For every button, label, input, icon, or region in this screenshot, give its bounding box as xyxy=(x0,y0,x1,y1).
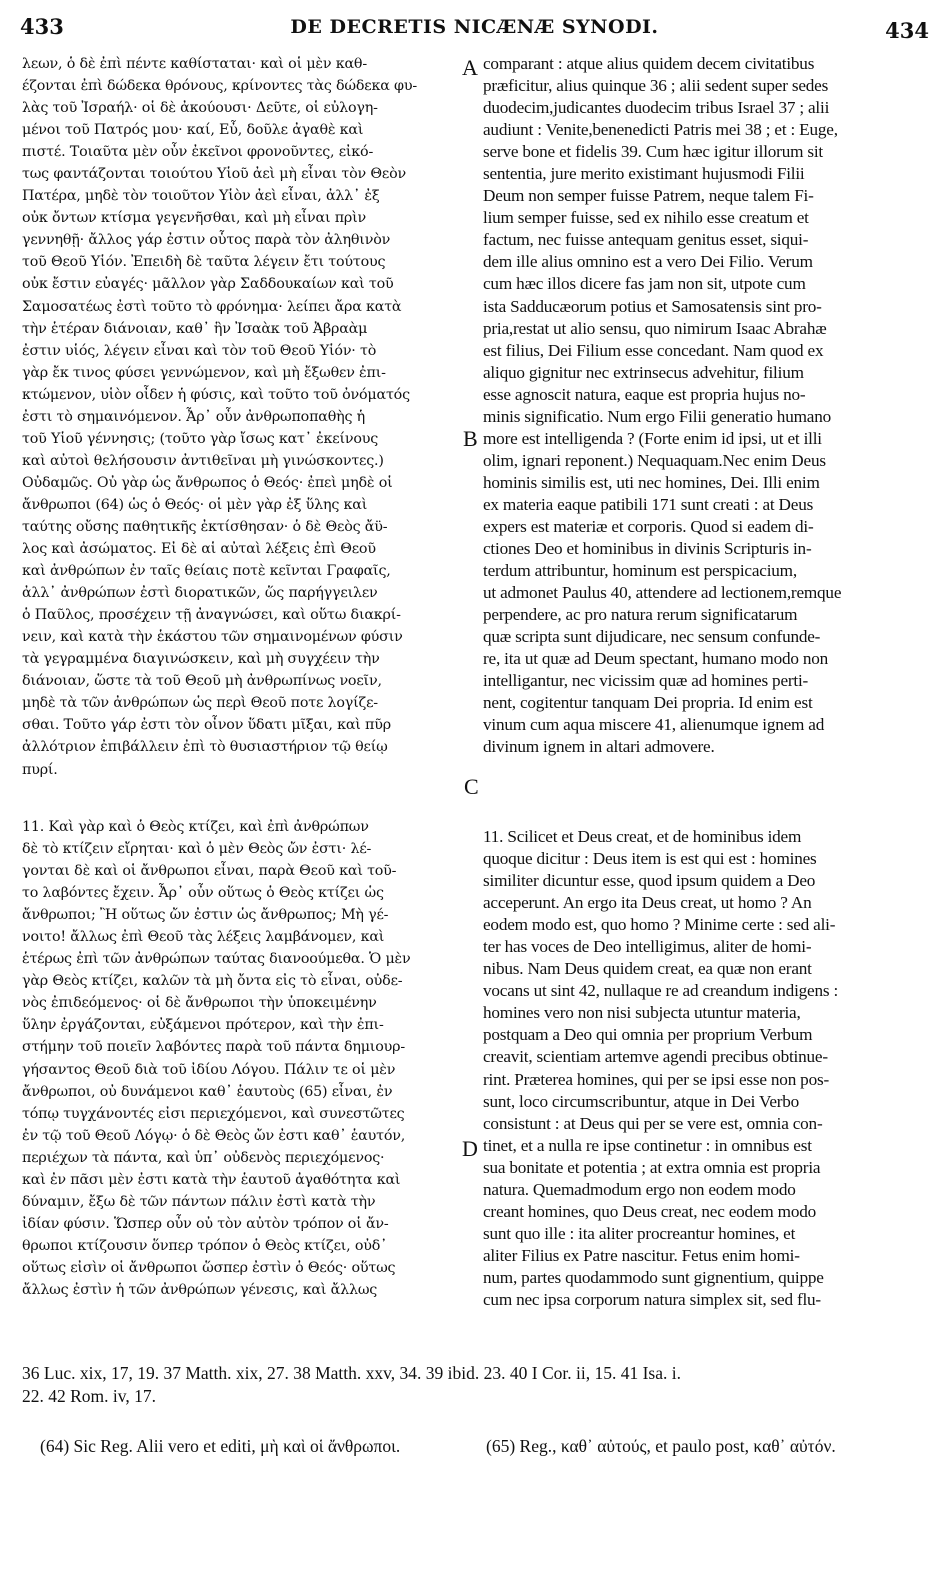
greek-column-part-1 xyxy=(22,53,455,781)
latin-column-part-2 xyxy=(483,826,921,1311)
text-line: consistunt : at Deus qui per se vere est, omnia con- xyxy=(483,1113,823,1133)
text-line: cum nec ipsa corporum natura simplex sit, sed flu- xyxy=(483,1289,821,1309)
text-line: esse agnoscit natura, eaque est propria hujus no- xyxy=(483,384,806,404)
footnotes xyxy=(22,1362,922,1408)
text-line: στήμην τοῦ ποιεῖν λαβόντες παρὰ τοῦ πάντα δημιουρ- xyxy=(22,1039,405,1056)
text-line: καὶ ἀνθρώπων ἐν ταῖς θείαις ποτὲ κεῖνται Γραφαῖς, xyxy=(22,563,391,580)
text-line: olim, ignari reponent.) Nequaquam.Nec enim Deus xyxy=(483,450,826,470)
text-line: κτώμενον, υἱὸν οἶδεν ἡ φύσις, καὶ τοῦτο τοῦ ὀνόματός xyxy=(22,386,410,403)
text-line: ἀλλ᾿ ἀνθρώπων ἐστὶ διορατικῶν, ὥς παρήγγειλεν xyxy=(22,585,378,602)
text-line: nent, cogitentur tanquam Dei propria. Id enim est xyxy=(483,693,813,713)
text-line: τὰ γεγραμμένα διαγινώσκειν, καὶ μὴ συγχέειν τὴν xyxy=(22,651,380,668)
text-line: ctiones Deo et hominibus in divinis Scripturis in- xyxy=(483,539,812,559)
variant-note-64: (64) Sic Reg. Alii vero et editi, μὴ καὶ οἱ ἄνθρωποι. xyxy=(40,1436,401,1456)
text-line: num, partes quodammodo sunt gignentium, quippe xyxy=(483,1267,824,1287)
section-marker-c: C xyxy=(464,774,479,799)
text-line: μηδὲ τὰ τῶν ἀνθρώπων ὡς περὶ Θεοῦ ποτε λογίζε- xyxy=(22,695,378,712)
text-line: sunt, loco circumscribuntur, atque in Dei Verbo xyxy=(483,1091,800,1111)
footnote-line: 22. 42 Rom. iv, 17. xyxy=(22,1386,157,1406)
text-line: lium semper fuisse, sed ex nihilo esse creatum et xyxy=(483,208,809,228)
text-line: δύναμιν, ἔξω δὲ τῶν πάντων πάλιν ἐστὶ κατὰ τὴν xyxy=(22,1193,376,1210)
text-line: comparant : atque alius quidem decem civitatibus xyxy=(483,54,815,73)
text-line: sua bonitate et potentia ; at extra omnia est propria xyxy=(483,1157,821,1177)
text-line: οὐκ ὄντων κτίσμα γεγενῆσθαι, καὶ μὴ εἶναι πρὶν xyxy=(22,210,367,227)
text-line: ἐστι τὸ σημαινόμενον. Ἆρ᾿ οὖν ἀνθρωποπαθὴς ἡ xyxy=(22,408,366,425)
text-line: more est intelligenda ? (Forte enim id ipsi, ut et illi xyxy=(483,428,822,448)
text-line: natura. Quemadmodum ergo non eodem modo xyxy=(483,1179,796,1199)
text-line: ταύτης οὔσης παθητικῆς ἐκτίσθησαν· ὁ δὲ Θεὸς ἄϋ- xyxy=(22,518,388,535)
text-line: νὸς ἐπιδεόμενος· οἱ δὲ ἄνθρωποι τὴν ὑποκειμένην xyxy=(22,995,377,1012)
text-line: vinum cum aqua miscere 41, alienumque ignem ad xyxy=(483,715,825,735)
text-line: postquam a Deo qui omnia per proprium Verbum xyxy=(483,1025,813,1045)
text-line: minis significatio. Num ergo Filii generatio humano xyxy=(483,406,831,426)
text-line: τόπῳ τυγχάνοντές εἰσι περιεχόμενοι, καὶ συνεστῶτες xyxy=(22,1105,405,1122)
text-line: sententia, jure merito existimant hujusmodi Filii xyxy=(483,164,805,184)
text-line: τοῦ Υἱοῦ γέννησις; (τοῦτο γὰρ ἴσως κατ᾿ ἐκείνους xyxy=(22,430,379,447)
text-line: Σαμοσατέως ἐστὶ τοῦτο τὸ φρόνημα· λείπει ἄρα κατὰ xyxy=(22,298,402,315)
text-line: Οὐδαμῶς. Οὐ γὰρ ὡς ἄνθρωπος ὁ Θεός· ἐπεὶ μηδὲ οἱ xyxy=(22,474,393,491)
text-line: similiter dicuntur esse, quod ipsum quidem a Deo xyxy=(483,871,816,891)
text-line: το λαβόντες ἔχειν. Ἆρ᾿ οὖν οὕτως ὁ Θεὸς κτίζει ὡς xyxy=(22,885,384,902)
text-line: Deum non semper fuisse Patrem, neque talem Fi- xyxy=(483,186,814,206)
text-line: ex materia eaque patibili 171 sunt creati : at Deus xyxy=(483,494,814,514)
text-line: perpendere, ac pro natura rerum significatarum xyxy=(483,605,798,625)
text-line: δὲ τὸ κτίζειν εἴρηται· καὶ ὁ μὲν Θεὸς ὤν ἐστι· λέ- xyxy=(22,841,372,858)
text-line: rint. Præterea homines, qui per se ipsi esse non pos- xyxy=(483,1069,829,1089)
text-line: έζονται ἐπὶ δώδεκα θρόνους, κρίνοντες τὰς δώδεκα φυ- xyxy=(22,78,417,95)
text-line: καὶ ἐν πᾶσι μὲν ἐστι κατὰ τὴν ἑαυτοῦ ἀγαθότητα καὶ xyxy=(22,1171,401,1188)
text-line: ἄλλως ἐστὶν ἡ τῶν ἀνθρώπων γένεσις, καὶ ἄλλως xyxy=(22,1281,378,1298)
greek-column-part-2 xyxy=(22,816,455,1301)
text-line: cum hæc illos dicere fas jam non sit, utpote cum xyxy=(483,274,806,294)
text-line: λὰς τοῦ Ἰσραήλ· οἱ δὲ ἀκούουσι· Δεῦτε, οἱ εὐλογη- xyxy=(22,100,378,117)
text-line: ἄνθρωποι, οὐ δυνάμενοι καθ᾿ ἑαυτοὺς (65) εἶναι, ἐν xyxy=(22,1083,393,1100)
text-line: expers est materiæ et corporis. Quod si eadem di- xyxy=(483,516,814,536)
text-line: γὰρ Θεὸς κτίζει, καλῶν τὰ μὴ ὄντα εἰς τὸ εἶναι, οὐδε- xyxy=(22,973,403,990)
text-line: homines vero non nisi subjecta utuntur materia, xyxy=(483,1003,801,1023)
text-line: λος καὶ ἀσώματος. Εἰ δὲ αἱ αὐταὶ λέξεις ἐπὶ Θεοῦ xyxy=(22,541,376,558)
text-line: sunt quo ille : ita aliter procreantur homines, et xyxy=(483,1223,796,1243)
text-line: τως φαντάζονται τοιούτου Υἱοῦ ἀεὶ μὴ εἶναι τὸν Θεὸν xyxy=(22,166,406,183)
text-line: audiunt : Venite,benenedicti Patris mei 38 ; et : Euge, xyxy=(483,120,838,140)
text-line: factum, nec fuisse antequam genitus esset, siqui- xyxy=(483,230,809,250)
text-line: πυρί. xyxy=(22,761,58,778)
text-line: serve bone et fidelis 39. Cum hæc igitur illorum sit xyxy=(483,142,823,162)
text-line: creavit, scientiam artemve agendi precibus obtinue- xyxy=(483,1047,828,1067)
text-line: καὶ αὐτοὶ θελήσουσιν ἀντιθεῖναι μὴ γινώσκοντες.) xyxy=(22,452,384,469)
text-line: γεννηθῇ· ἄλλος γάρ ἐστιν οὗτος παρὰ τὸν ἀληθινὸν xyxy=(22,232,391,249)
text-line: eodem modo est, quo homo ? Minime certe : sed ali- xyxy=(483,915,836,935)
text-line: ἄνθρωποι (64) ὡς ὁ Θεός· οἱ μὲν γὰρ ἐξ ὕλης καὶ xyxy=(22,496,368,513)
page-number-left: 433 xyxy=(20,14,64,39)
text-line: re, ita ut quæ ad Deum spectant, humano modo non xyxy=(483,649,829,669)
running-title: DE DECRETIS NICÆNÆ SYNODI. xyxy=(290,16,659,38)
text-line: τὴν ἑτέραν διάνοιαν, καθ᾿ ἣν Ἰσαὰκ τοῦ Ἀβραὰμ xyxy=(22,320,368,337)
text-line: θρωποι κτίζουσιν ὅνπερ τρόπον ὁ Θεὸς κτίζει, οὐδ᾿ xyxy=(22,1237,388,1254)
text-line: ut admonet Paulus 40, attendere ad lectionem,remque xyxy=(483,583,842,603)
text-line: ὁ Παῦλος, προσέχειν τῇ ἀναγνώσει, καὶ οὕτω διακρί- xyxy=(22,607,401,624)
text-line: λεων, ὁ δὲ ἐπὶ πέντε καθίσταται· καὶ οἱ μὲν καθ- xyxy=(22,56,367,72)
text-line: ἀλλότριον ἐπιβάλλειν ἐπὶ τὸ θυσιαστήριον τῷ θείῳ xyxy=(22,739,388,756)
text-line: 11. Καὶ γὰρ καὶ ὁ Θεὸς κτίζει, καὶ ἐπὶ ἀνθρώπων xyxy=(22,819,369,835)
text-line: quoque dicitur : Deus item is est qui est : homines xyxy=(483,849,817,869)
text-line: nibus. Nam Deus quidem creat, ea quæ non erant xyxy=(483,959,812,979)
text-line: πιστέ. Τοιαῦτα μὲν οὖν ἐκεῖνοι φρονοῦντες, εἰκό- xyxy=(22,144,374,161)
text-line: acceperunt. An ergo ita Deus creat, ut homo ? An xyxy=(483,893,812,913)
text-line: creant homines, quo Deus creat, nec eodem modo xyxy=(483,1201,816,1221)
text-line: μένοι τοῦ Πατρός μου· καί, Εὖ, δοῦλε ἀγαθὲ καὶ xyxy=(22,122,364,139)
page-number-right: 434 xyxy=(885,18,929,43)
text-line: terdum attribuntur, hominum est perspicacium, xyxy=(483,561,797,581)
text-line: divinum ignem in altari admovere. xyxy=(483,737,715,757)
text-line: vocans ut sint 42, nullaque re ad creandum indigens : xyxy=(483,981,839,1001)
text-line: περιέχων τὰ πάντα, καὶ ὑπ᾿ οὐδενὸς περιεχόμενος· xyxy=(22,1149,385,1166)
footnote-line: 36 Luc. xix, 17, 19. 37 Matth. xix, 27. 38 Matth. xxv, 34. 39 ibid. 23. 40 I Cor. ii, 15. 41 Isa. i. xyxy=(22,1363,681,1383)
text-line: duodecim,judicantes duodecim tribus Israel 37 ; alii xyxy=(483,98,830,118)
text-line: aliter Filius ex Patre nascitur. Fetus enim homi- xyxy=(483,1245,800,1265)
text-line: διάνοιαν, ὥστε τὰ τοῦ Θεοῦ μὴ ἀνθρωπίνως νοεῖν, xyxy=(22,673,382,690)
text-line: aliquo gignitur nec extrinsecus advehitur, filium xyxy=(483,362,804,382)
text-line: ter has voces de Deo intelligimus, aliter de homi- xyxy=(483,937,812,957)
text-line: γὰρ ἔκ τινος φύσει γεννώμενον, καὶ μὴ ἔξωθεν ἐπι- xyxy=(22,364,386,381)
text-line: Πατέρα, μηδὲ τὸν τοιοῦτον Υἱὸν ἀεὶ εἶναι, ἀλλ᾿ ἐξ xyxy=(22,188,380,205)
text-line: ὕλην ἐργάζονται, εὐξάμενοι πρότερον, καὶ τὴν ἐπι- xyxy=(22,1017,384,1034)
text-line: dem ille alius omnino est a vero Dei Filio. Verum xyxy=(483,252,813,272)
variant-note-65: (65) Reg., καθ᾿ αὐτούς, et paulo post, καθ᾿ αὐτόν. xyxy=(486,1436,836,1456)
text-line: ἐν τῷ τοῦ Θεοῦ Λόγῳ· ὁ δὲ Θεὸς ὤν ἐστι καθ᾿ ἑαυτόν, xyxy=(22,1127,406,1144)
section-marker-b: B xyxy=(463,426,478,451)
text-line: γήσαντος Θεοῦ διὰ τοῦ ἰδίου Λόγου. Πάλιν τε οἱ μὲν xyxy=(22,1061,396,1078)
section-marker-a: A xyxy=(462,55,478,80)
text-line: pria,restat ut alio sensu, quo nimirum Isaac Abrahæ xyxy=(483,318,827,338)
text-line: ista Sadducæorum potius et Samosatensis sint pro- xyxy=(483,296,822,316)
text-line: γονται δὲ καὶ οἱ ἄνθρωποι εἶναι, παρὰ Θεοῦ καὶ τοῦ- xyxy=(22,863,397,880)
text-line: est filius, Dei Filium esse concedant. Nam quod ex xyxy=(483,340,824,360)
text-line: ἰδίαν φύσιν. Ὥσπερ οὖν οὐ τὸν αὐτὸν τρόπον οἱ ἄν- xyxy=(22,1215,389,1232)
text-line: hominis similis est, uti nec homines, Dei. Illi enim xyxy=(483,472,820,492)
text-line: οὕτως εἰσὶν οἱ ἄνθρωποι ὥσπερ ἐστὶν ὁ Θεός· οὕτως xyxy=(22,1259,396,1276)
text-line: præficitur, alius quinque 36 ; alii sedent super sedes xyxy=(483,76,829,96)
text-line: 11. Scilicet et Deus creat, et de hominibus idem xyxy=(483,827,802,846)
text-line: ἄνθρωποι; Ἢ οὕτως ὤν ἐστιν ὡς ἄνθρωπος; Μὴ γέ- xyxy=(22,907,389,924)
latin-column-part-1 xyxy=(483,53,921,759)
text-line: ἑτέρως ἐπὶ τῶν ἀνθρώπων ταύτας διανοούμεθα. Ὁ μὲν xyxy=(22,951,411,968)
text-line: intelligantur, nec vicissim quæ ad homines perti- xyxy=(483,671,809,691)
text-line: quæ scripta sunt dijudicare, nec sensum confunde- xyxy=(483,627,821,647)
text-line: ἐστιν υἱός, λέγειν εἶναι καὶ τὸν τοῦ Θεοῦ Υἱόν· τὸ xyxy=(22,342,377,359)
text-line: tinet, et a nulla re ipse continetur : in omnibus est xyxy=(483,1135,812,1155)
text-line: σθαι. Τοῦτο γάρ ἐστι τὸν οἶνον ὕδατι μῖξαι, καὶ πῦρ xyxy=(22,717,391,734)
page-header xyxy=(20,14,929,46)
text-line: νειν, καὶ κατὰ τὴν ἑκάστου τῶν σημαινομένων φύσιν xyxy=(22,629,403,646)
section-marker-d: D xyxy=(462,1136,478,1161)
text-line: νοιτο! ἄλλως ἐπὶ Θεοῦ τὰς λέξεις λαμβάνομεν, καὶ xyxy=(22,929,385,946)
text-line: τοῦ Θεοῦ Υἱόν. Ἐπειδὴ δὲ ταῦτα λέγειν ἔτι τούτους xyxy=(22,254,386,271)
text-line: οὐκ ἔστιν εὐαγές· μᾶλλον γὰρ Σαδδουκαίων καὶ τοῦ xyxy=(22,276,394,293)
